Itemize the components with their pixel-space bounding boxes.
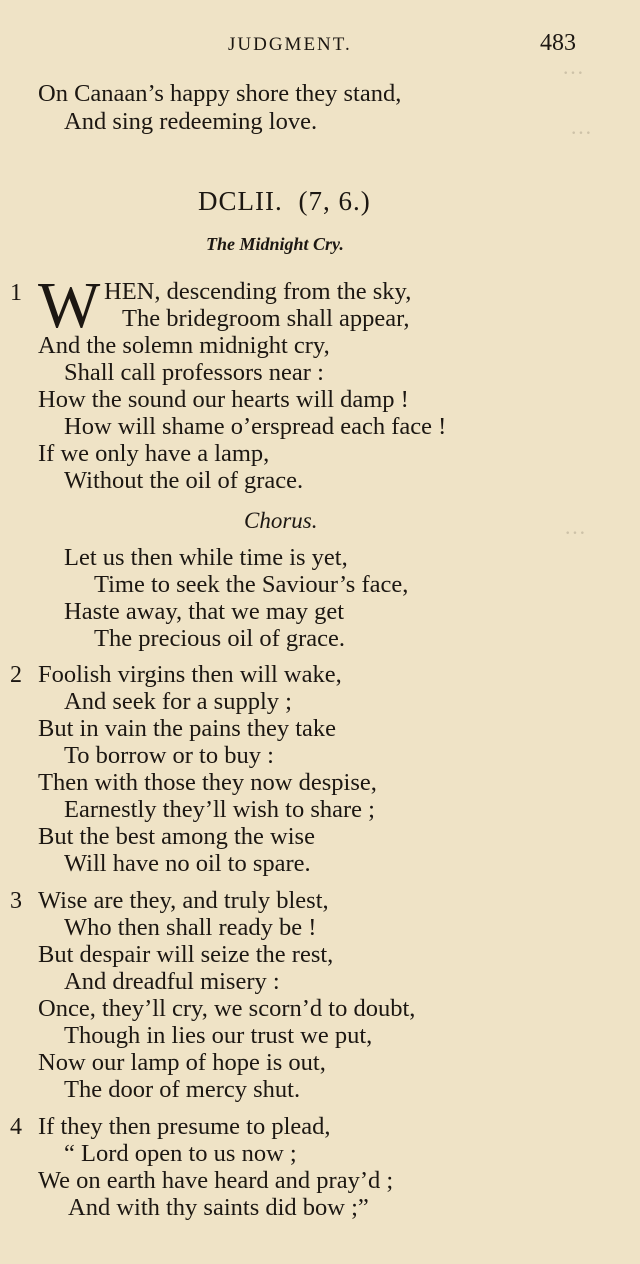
verse-line: Will have no oil to spare. bbox=[64, 850, 311, 877]
prev-hymn-line: On Canaan’s happy shore they stand, bbox=[38, 80, 402, 107]
verse-line: But the best among the wise bbox=[38, 823, 315, 850]
prev-hymn-line: And sing redeeming love. bbox=[64, 108, 318, 135]
chorus-line: The precious oil of grace. bbox=[94, 625, 346, 652]
verse-line: HEN, descending from the sky, bbox=[104, 278, 412, 305]
hymn-title: The Midnight Cry. bbox=[206, 234, 344, 254]
hymn-meter: (7, 6.) bbox=[298, 186, 371, 216]
verse-line: Wise are they, and truly blest, bbox=[38, 887, 329, 914]
verse-number: 3 bbox=[10, 888, 22, 914]
verse-line: But despair will seize the rest, bbox=[38, 941, 334, 968]
verse-number: 2 bbox=[10, 662, 22, 688]
verse-line: Though in lies our trust we put, bbox=[64, 1022, 373, 1049]
chorus-line: Time to seek the Saviour’s face, bbox=[94, 571, 409, 598]
verse-line: To borrow or to buy : bbox=[64, 742, 274, 769]
hymn-number: DCLII. bbox=[198, 186, 283, 216]
verse-line: Without the oil of grace. bbox=[64, 467, 304, 494]
chorus-line: Haste away, that we may get bbox=[64, 598, 345, 625]
bleed-through-texture: ··· ··· ··· bbox=[562, 60, 592, 545]
running-title: JUDGMENT. bbox=[228, 34, 352, 55]
verse-line: Shall call professors near : bbox=[64, 359, 324, 386]
verse-line: And with thy saints did bow ;” bbox=[68, 1194, 369, 1221]
verse-line: And dreadful misery : bbox=[64, 968, 280, 995]
page-number: 483 bbox=[540, 30, 576, 56]
verse-number: 4 bbox=[10, 1114, 22, 1140]
verse-line: Earnestly they’ll wish to share ; bbox=[64, 796, 375, 823]
verse-line: And the solemn midnight cry, bbox=[38, 332, 330, 359]
running-header bbox=[0, 30, 640, 64]
verse-line: But in vain the pains they take bbox=[38, 715, 337, 742]
verse-line: We on earth have heard and pray’d ; bbox=[38, 1167, 394, 1194]
verse-line: The bridegroom shall appear, bbox=[122, 305, 410, 332]
verse-line: And seek for a supply ; bbox=[64, 688, 292, 715]
verse-line: If we only have a lamp, bbox=[38, 440, 270, 467]
hymn-heading bbox=[198, 186, 371, 217]
verse-line: Now our lamp of hope is out, bbox=[38, 1049, 326, 1076]
chorus-line: Let us then while time is yet, bbox=[64, 544, 348, 571]
verse-line: Then with those they now despise, bbox=[38, 769, 377, 796]
drop-cap: W bbox=[38, 269, 101, 342]
verse-line: Who then shall ready be ! bbox=[64, 914, 317, 941]
verse-number: 1 bbox=[10, 280, 22, 306]
verse-line: How the sound our hearts will damp ! bbox=[38, 386, 409, 413]
verse-line: “ Lord open to us now ; bbox=[64, 1140, 297, 1167]
verse-line: The door of mercy shut. bbox=[64, 1076, 301, 1103]
verse-line: Once, they’ll cry, we scorn’d to doubt, bbox=[38, 995, 416, 1022]
chorus-label: Chorus. bbox=[244, 508, 318, 533]
verse-line: If they then presume to plead, bbox=[38, 1113, 331, 1140]
verse-line: How will shame o’erspread each face ! bbox=[64, 413, 447, 440]
verse-line: Foolish virgins then will wake, bbox=[38, 661, 342, 688]
